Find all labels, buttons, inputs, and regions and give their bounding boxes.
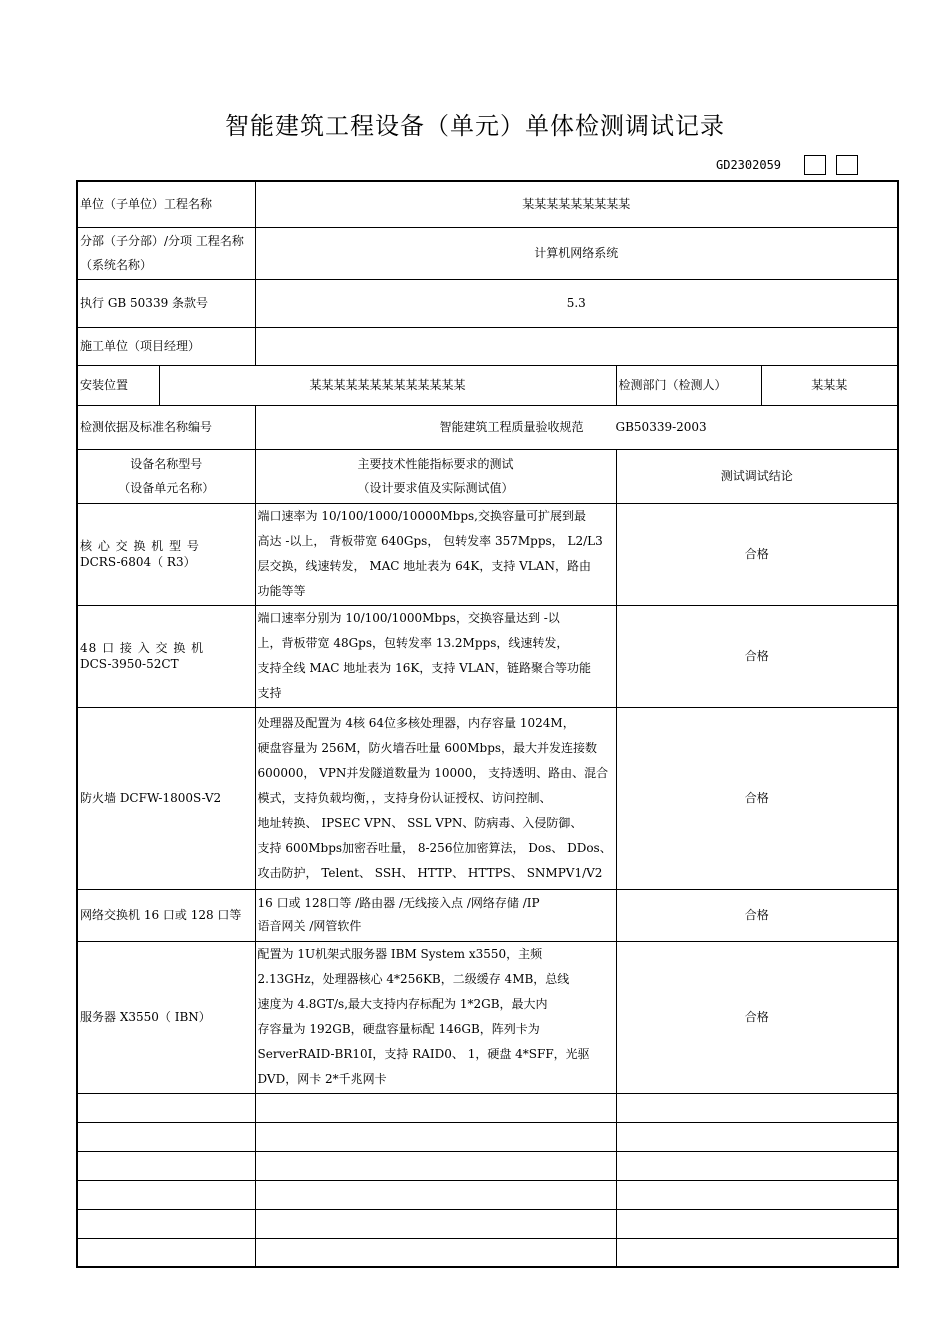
- row-sub-project: [77, 227, 898, 279]
- sub-project-value: 计算机网络系统: [255, 227, 898, 279]
- document-code: GD2302059: [716, 158, 782, 172]
- device-spec: 处理器及配置为 4核 64位多核处理器，内存容量 1024M， 硬盘容量为 256M，防火墙吞吐量 600Mbps，最大并发连接数 600000， VPN并发隧道数量为 10000， 支持透明、路由、混合 模式，支持负载均衡，，支持身份认证授权、访问控制、 地址转换、 IPSEC VPN、 SSL VPN、防病毒、入侵防御、 支持 600Mbps加密吞吐量， 8-256位加密算法， Dos、 DDos、 攻击防护， Telent、 SSH、 HTTP、 HTTPS、 SNMPV1/V2: [255, 707, 616, 889]
- construction-label: 施工单位（项目经理）: [77, 327, 255, 365]
- row-standard: [77, 279, 898, 327]
- device-name-cell: [77, 889, 255, 941]
- col1-header-line1: 设备名称型号: [130, 457, 203, 471]
- device-name: 防火墙 DCFW-1800S-V2: [80, 790, 222, 805]
- empty-row: [77, 1122, 898, 1151]
- table-row: [77, 707, 898, 889]
- device-spec: 端口速率为 10/100/1000/10000Mbps,交换容量可扩展到最 高达 -以上， 背板带宽 640Gps， 包转发率 357Mpps， L2/L3 层交换，线速转发， MAC 地址表为 64K，支持 VLAN，路由 功能等等: [255, 503, 616, 605]
- dept-value: 某某某: [761, 365, 898, 405]
- row-header: [77, 449, 898, 503]
- empty-row: [77, 1093, 898, 1122]
- standard-label: 执行 GB 50339 条款号: [77, 279, 255, 327]
- device-name: 48 口 接 入 交 换 机: [80, 641, 205, 655]
- col2-header: [255, 449, 616, 503]
- checkbox-1[interactable]: [804, 155, 826, 175]
- sub-project-label: 分部（子分部）/分项 工程名称（系统名称）: [77, 227, 255, 279]
- device-spec: 端口速率分别为 10/100/1000Mbps，交换容量达到 -以 上，背板带宽 48Gps，包转发率 13.2Mpps，线速转发， 支持全线 MAC 地址表为 16K，支持 VLAN，链路聚合等功能 支持: [255, 605, 616, 707]
- device-name-cell: [77, 503, 255, 605]
- dept-label: 检测部门（检测人）: [616, 365, 761, 405]
- location-label: 安装位置: [77, 365, 159, 405]
- device-result: 合格: [616, 889, 898, 941]
- col2-header-line1: 主要技术性能指标要求的测试: [357, 457, 514, 471]
- unit-project-label: 单位（子单位）工程名称: [77, 181, 255, 227]
- device-model: DCRS-6804（ R3）: [80, 555, 196, 569]
- device-spec: 16 口或 128口等 /路由器 /无线接入点 /网络存储 /IP 语音网关 /网管软件: [255, 889, 616, 941]
- standard-value: 5.3: [255, 279, 898, 327]
- col1-header: [77, 449, 255, 503]
- basis-label: 检测依据及标准名称编号: [77, 405, 255, 449]
- device-name-cell: [77, 605, 255, 707]
- row-unit-project: [77, 181, 898, 227]
- row-location: [77, 365, 898, 405]
- device-name-cell: [77, 707, 255, 889]
- device-model: DCS-3950-52CT: [80, 657, 179, 671]
- col1-header-line2: （设备单元名称）: [118, 481, 215, 495]
- col2-header-line2: （设计要求值及实际测试值）: [357, 481, 514, 495]
- table-row: [77, 503, 898, 605]
- device-result: 合格: [616, 941, 898, 1093]
- unit-project-value: 某某某某某某某某某: [255, 181, 898, 227]
- construction-value: [255, 327, 898, 365]
- col3-header: 测试调试结论: [616, 449, 898, 503]
- empty-row: [77, 1238, 898, 1267]
- device-spec: 配置为 1U机架式服务器 IBM System x3550，主频 2.13GHz，处理器核心 4*256KB，二级缓存 4MB，总线 速度为 4.8GT/s,最大支持内存标配为 1*2GB，最大内 存容量为 192GB，硬盘容量标配 146GB，阵列卡为 ServerRAID-BR10I，支持 RAID0、 1，硬盘 4*SFF，光驱 DVD，网卡 2*千兆网卡: [255, 941, 616, 1093]
- location-value: 某某某某某某某某某某某某某: [159, 365, 616, 405]
- basis-code: GB50339-2003: [615, 419, 707, 434]
- table-row: [77, 889, 898, 941]
- empty-row: [77, 1209, 898, 1238]
- device-name: 网络交换机 16 口或 128 口等: [80, 908, 242, 922]
- basis-cell: [255, 405, 898, 449]
- device-result: 合格: [616, 605, 898, 707]
- page-title: 智能建筑工程设备（单元）单体检测调试记录: [225, 112, 725, 140]
- device-name: 核 心 交 换 机 型 号: [80, 539, 200, 553]
- row-basis: [77, 405, 898, 449]
- table-row: [77, 605, 898, 707]
- row-construction: [77, 327, 898, 365]
- device-result: 合格: [616, 503, 898, 605]
- checkbox-2[interactable]: [836, 155, 858, 175]
- table-row: [77, 941, 898, 1093]
- device-name-cell: [77, 941, 255, 1093]
- record-table: [76, 180, 899, 1268]
- empty-row: [77, 1180, 898, 1209]
- basis-value: 智能建筑工程质量验收规范: [439, 419, 584, 434]
- device-name: 服务器 X3550（ IBN）: [80, 1009, 211, 1024]
- empty-row: [77, 1151, 898, 1180]
- device-result: 合格: [616, 707, 898, 889]
